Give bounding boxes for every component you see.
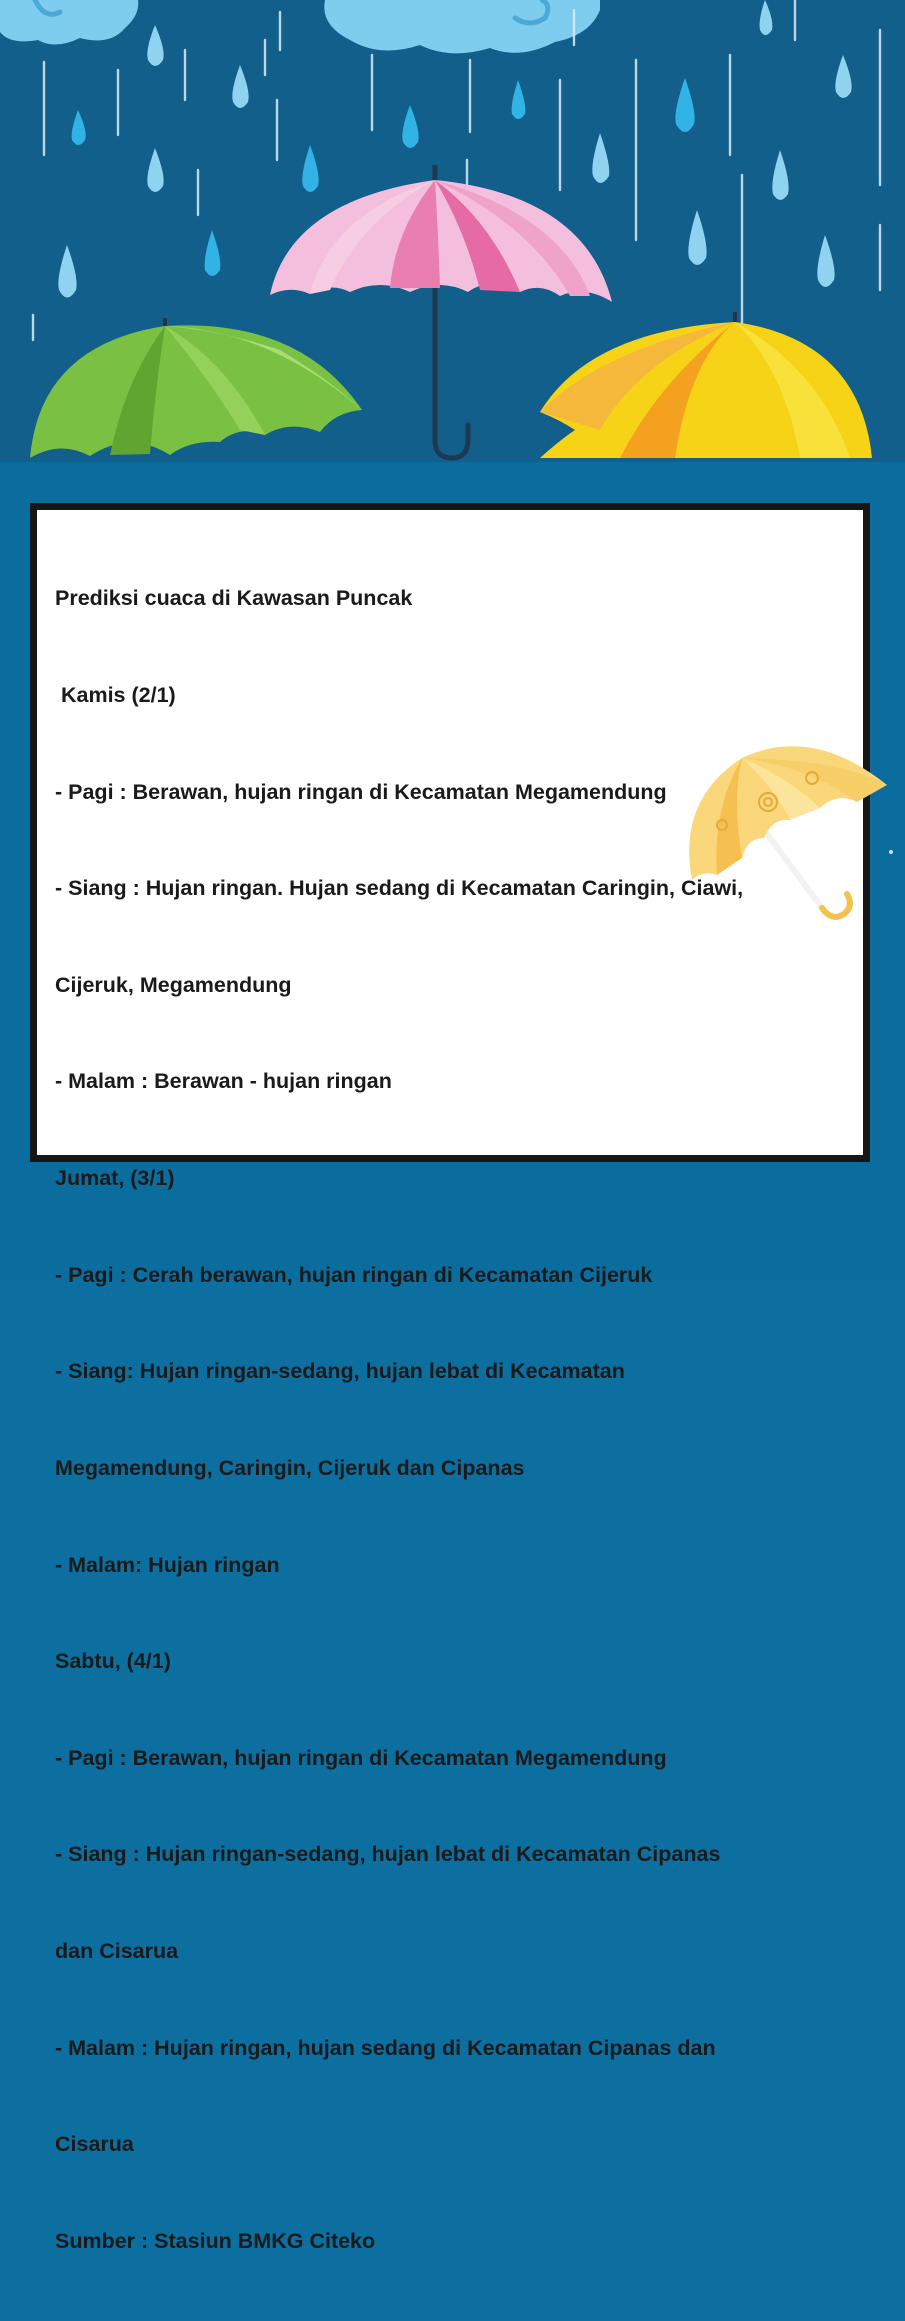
- forecast-line: - Siang : Hujan ringan-sedang, hujan lebat di Kecamatan Cipanas: [55, 1842, 721, 1867]
- forecast-line: dan Cisarua: [55, 1938, 179, 1963]
- forecast-line: - Pagi : Cerah berawan, hujan ringan di Kecamatan Cijeruk: [55, 1262, 653, 1287]
- forecast-line: Cijeruk, Megamendung: [55, 972, 292, 997]
- green-umbrella-icon: [30, 318, 362, 458]
- forecast-title: Prediksi cuaca di Kawasan Puncak: [55, 586, 413, 611]
- forecast-line: Jumat, (3/1): [55, 1166, 175, 1191]
- rain-umbrellas-illustration: [0, 0, 905, 462]
- cloud-icon: [324, 0, 600, 53]
- forecast-line: Megamendung, Caringin, Cijeruk dan Cipanas: [55, 1455, 525, 1480]
- forecast-line: - Malam : Berawan - hujan ringan: [55, 1069, 392, 1094]
- forecast-line: - Pagi : Berawan, hujan ringan di Kecamatan Megamendung: [55, 779, 667, 804]
- yellow-umbrella-icon: [540, 312, 872, 458]
- decorative-dot: [889, 850, 893, 854]
- small-yellow-umbrella-icon: [672, 730, 897, 930]
- forecast-line: Cisarua: [55, 2132, 134, 2157]
- forecast-line: - Malam: Hujan ringan: [55, 1552, 280, 1577]
- forecast-line: Kamis (2/1): [55, 683, 176, 708]
- forecast-line: - Malam : Hujan ringan, hujan sedang di Kecamatan Cipanas dan: [55, 2035, 716, 2060]
- forecast-line: - Pagi : Berawan, hujan ringan di Kecamatan Megamendung: [55, 1745, 667, 1770]
- forecast-line: - Siang : Hujan ringan. Hujan sedang di Kecamatan Caringin, Ciawi,: [55, 876, 744, 901]
- forecast-source: Sumber : Stasiun BMKG Citeko: [55, 2228, 376, 2253]
- cloud-icon: [0, 0, 138, 45]
- forecast-line: - Siang: Hujan ringan-sedang, hujan lebat di Kecamatan: [55, 1359, 625, 1384]
- forecast-line: Sabtu, (4/1): [55, 1649, 171, 1674]
